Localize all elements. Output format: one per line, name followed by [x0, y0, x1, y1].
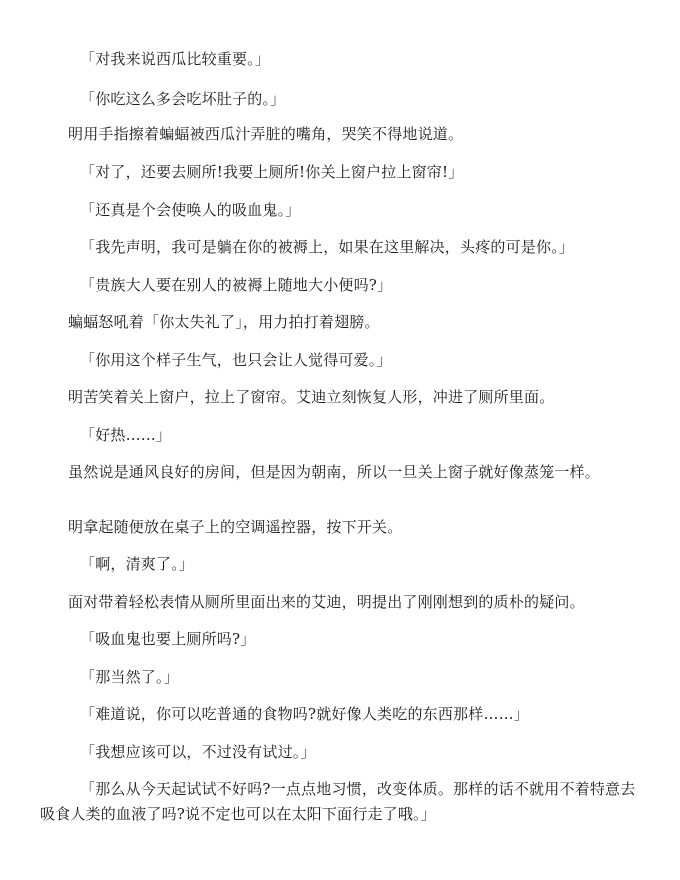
- paragraph-1: 「对我来说西瓜比较重要。」: [80, 50, 271, 68]
- paragraph-19: 「我想应该可以，不过没有试过。」: [80, 743, 316, 761]
- paragraph-3: 明用手指擦着蝙蝠被西瓜汁弄脏的嘴角，哭笑不得地说道。: [68, 125, 464, 143]
- paragraph-6: 「我先声明，我可是躺在你的被褥上，如果在这里解决，头疼的可是你。」: [80, 238, 575, 256]
- paragraph-7: 「贵族大人要在别人的被褥上随地大小便吗?」: [80, 276, 393, 294]
- paragraph-5: 「还真是个会使唤人的吸血鬼。」: [80, 201, 301, 219]
- paragraph-9: 「你用这个样子生气，也只会让人觉得可爱。」: [80, 351, 392, 369]
- paragraph-15: 面对带着轻松表情从厕所里面出来的艾迪，明提出了刚刚想到的质朴的疑问。: [68, 593, 585, 611]
- paragraph-13: 明拿起随便放在桌子上的空调遥控器，按下开关。: [68, 518, 403, 536]
- paragraph-11: 「好热……」: [80, 426, 172, 444]
- paragraph-14: 「啊，清爽了。」: [80, 555, 195, 573]
- paragraph-8: 蝙蝠怒吼着「你太失礼了」，用力拍打着翅膀。: [68, 313, 380, 331]
- paragraph-18: 「难道说，你可以吃普通的食物吗?就好像人类吃的东西那样……」: [80, 705, 530, 723]
- paragraph-20: 「那么从今天起试试不好吗?一点点地习惯，改变体质。那样的话不就用不着特意去吸食人类的血液了吗?说不定也可以在太阳下面行走了哦。」: [40, 780, 636, 823]
- paragraph-17: 「那当然了。」: [80, 668, 179, 686]
- paragraph-4: 「对了，还要去厕所!我要上厕所!你关上窗户拉上窗帘!」: [80, 163, 464, 181]
- paragraph-16: 「吸血鬼也要上厕所吗?」: [80, 630, 256, 648]
- paragraph-10: 明苦笑着关上窗户，拉上了窗帘。艾迪立刻恢复人形，冲进了厕所里面。: [68, 388, 555, 406]
- paragraph-12: 虽然说是通风良好的房间，但是因为朝南，所以一旦关上窗子就好像蒸笼一样。: [68, 463, 601, 481]
- paragraph-2: 「你吃这么多会吃坏肚子的。」: [80, 90, 286, 108]
